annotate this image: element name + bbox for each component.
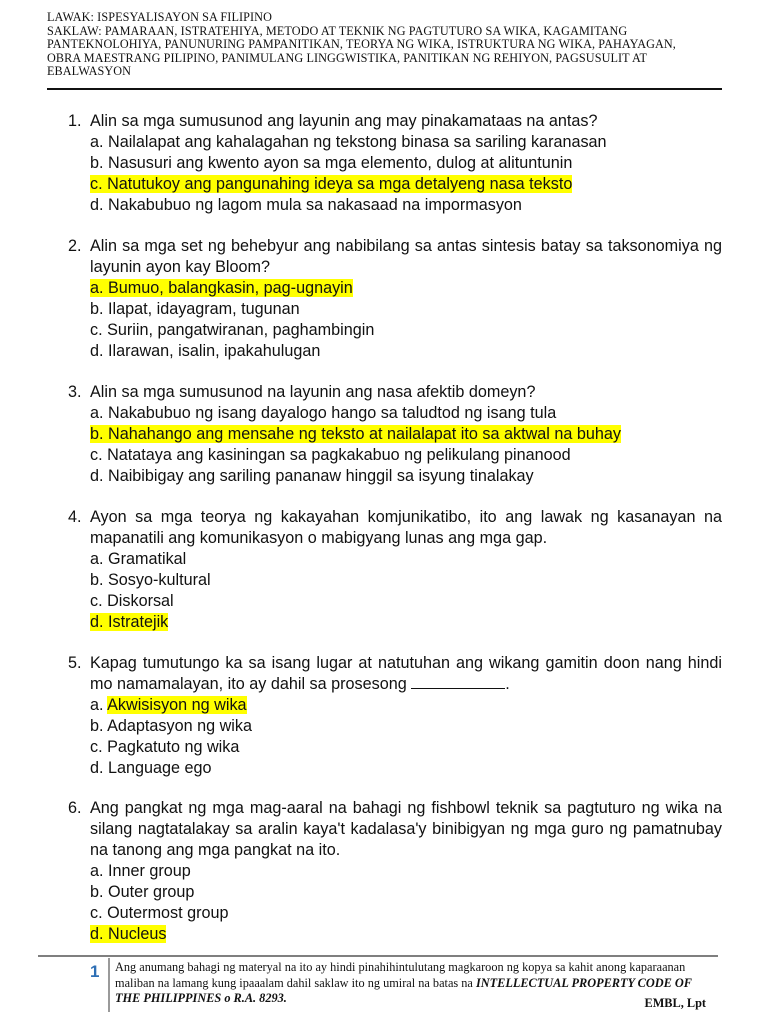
option-d[interactable]: [90, 924, 722, 945]
option-c[interactable]: c. Natataya ang kasiningan sa pagkakabuo ng pelikulang pinanood: [90, 446, 571, 464]
option-b[interactable]: b. Sosyo-kultural: [90, 571, 211, 589]
option-d[interactable]: d. Language ego: [90, 759, 212, 777]
highlighted-answer: b. Nahahango ang mensahe ng teksto at nailalapat ito sa aktwal na buhay: [90, 425, 621, 443]
option-b[interactable]: b. Ilapat, idayagram, tugunan: [90, 300, 300, 318]
option-b[interactable]: b. Adaptasyon ng wika: [90, 717, 252, 735]
document-header: [47, 11, 722, 79]
question-stem: Kapag tumutungo ka sa isang lugar at natutuhan ang wikang gamitin doon nang hindi mo namamalayan, ito ay dahil sa prosesong .: [90, 654, 722, 693]
question-stem: Alin sa mga sumusunod ang layunin ang may pinakamataas na antas?: [90, 112, 598, 130]
question-number: 3.: [68, 383, 82, 401]
option-a[interactable]: a. Nailalapat ang kahalagahan ng tekstong binasa sa sariling karanasan: [90, 133, 607, 151]
question-number: 4.: [68, 508, 82, 526]
question-stem: Alin sa mga set ng behebyur ang nabibilang sa antas sintesis batay sa taksonomiya ng layunin ayon kay Bloom?: [90, 237, 722, 276]
option-d[interactable]: [90, 612, 722, 633]
question-stem: Ang pangkat ng mga mag-aaral na bahagi ng fishbowl teknik sa pagtuturo ng wika na silang nagtatalakay sa aralin kaya't kadalasa'y binibigyan ng mga guro ng pamatnubay na tanong ang mga pangkat na ito.: [90, 799, 722, 859]
option-a[interactable]: a. Akwisisyon ng wika: [90, 696, 247, 714]
option-c[interactable]: c. Diskorsal: [90, 592, 174, 610]
highlighted-answer: d. Istratejik: [90, 613, 169, 631]
copyright-text: Ang anumang bahagi ng materyal na ito ay hindi pinahihintulutang magkaroon ng kopya sa kahit anong kaparaanan maliban na lamang kung ipaaalam dahil saklaw ito ng umiral na batas na: [115, 960, 686, 990]
option-d[interactable]: d. Ilarawan, isalin, ipakahulugan: [90, 342, 321, 360]
highlighted-answer: Akwisisyon ng wika: [107, 696, 247, 714]
saklaw-line-4: EBALWASYON: [47, 64, 132, 79]
lawak-line: LAWAK: ISPESYALISAYON SA FILIPINO: [47, 10, 272, 24]
option-c[interactable]: c. Suriin, pangatwiranan, paghambingin: [90, 321, 375, 339]
question-4: [68, 507, 722, 633]
saklaw-line-3: OBRA MAESTRANG PILIPINO, PANIMULANG LINGGWISTIKA, PANITIKAN NG REHIYON, PAGSUSULIT AT: [47, 50, 648, 65]
copyright-law: INTELLECTUAL PROPERTY CODE OF THE PHILIPPINES o R.A. 8293.: [115, 975, 692, 1005]
question-3: [68, 382, 722, 487]
option-d[interactable]: d. Naibibigay ang sariling pananaw hinggil sa isyung tinalakay: [90, 467, 534, 485]
option-c[interactable]: [90, 174, 722, 195]
question-stem: Ayon sa mga teorya ng kakayahan komjunikatibo, ito ang lawak ng kasanayan na mapanatili ang komunikasyon o mabigyang lunas ang mga gap.: [90, 508, 722, 547]
saklaw-line-2: PANTEKNOLOHIYA, PANUNURING PAMPANITIKAN, TEORYA NG WIKA, ISTRUKTURA NG WIKA, PAHAYAGAN,: [47, 37, 676, 52]
option-a[interactable]: a. Nakabubuo ng isang dayalogo hango sa taludtod ng isang tula: [90, 404, 557, 422]
question-2: [68, 236, 722, 362]
copyright-notice: [115, 960, 720, 1007]
question-number: 6.: [68, 799, 82, 817]
page-number: 1: [90, 962, 100, 981]
option-b[interactable]: [90, 424, 722, 445]
option-c[interactable]: c. Outermost group: [90, 904, 229, 922]
saklaw-line-1: SAKLAW: PAMARAAN, ISTRATEHIYA, METODO AT TEKNIK NG PAGTUTURO SA WIKA, KAGAMITANG: [47, 23, 628, 38]
footer-divider: [38, 955, 718, 957]
option-a[interactable]: a. Inner group: [90, 862, 191, 880]
answer-blank: [411, 674, 505, 689]
highlighted-answer: d. Nucleus: [90, 925, 167, 943]
option-c[interactable]: c. Pagkatuto ng wika: [90, 738, 240, 756]
question-number: 2.: [68, 237, 82, 255]
option-b[interactable]: b. Outer group: [90, 883, 195, 901]
highlighted-answer: c. Natutukoy ang pangunahing ideya sa mga detalyeng nasa teksto: [90, 175, 573, 193]
option-b[interactable]: b. Nasusuri ang kwento ayon sa mga elemento, dulog at alituntunin: [90, 154, 573, 172]
author-initials: EMBL, Lpt: [644, 996, 706, 1010]
question-6: [68, 798, 722, 945]
question-number: 1.: [68, 112, 82, 130]
option-a[interactable]: [90, 278, 722, 299]
question-5: [68, 653, 722, 779]
header-divider: [47, 88, 722, 90]
footer-vertical-divider: [108, 958, 110, 1012]
option-d[interactable]: d. Nakabubuo ng lagom mula sa nakasaad na impormasyon: [90, 196, 522, 214]
question-stem: Alin sa mga sumusunod na layunin ang nasa afektib domeyn?: [90, 383, 536, 401]
question-number: 5.: [68, 654, 82, 672]
option-a[interactable]: a. Gramatikal: [90, 550, 187, 568]
question-1: [68, 111, 722, 216]
highlighted-answer: a. Bumuo, balangkasin, pag-ugnayin: [90, 279, 353, 297]
